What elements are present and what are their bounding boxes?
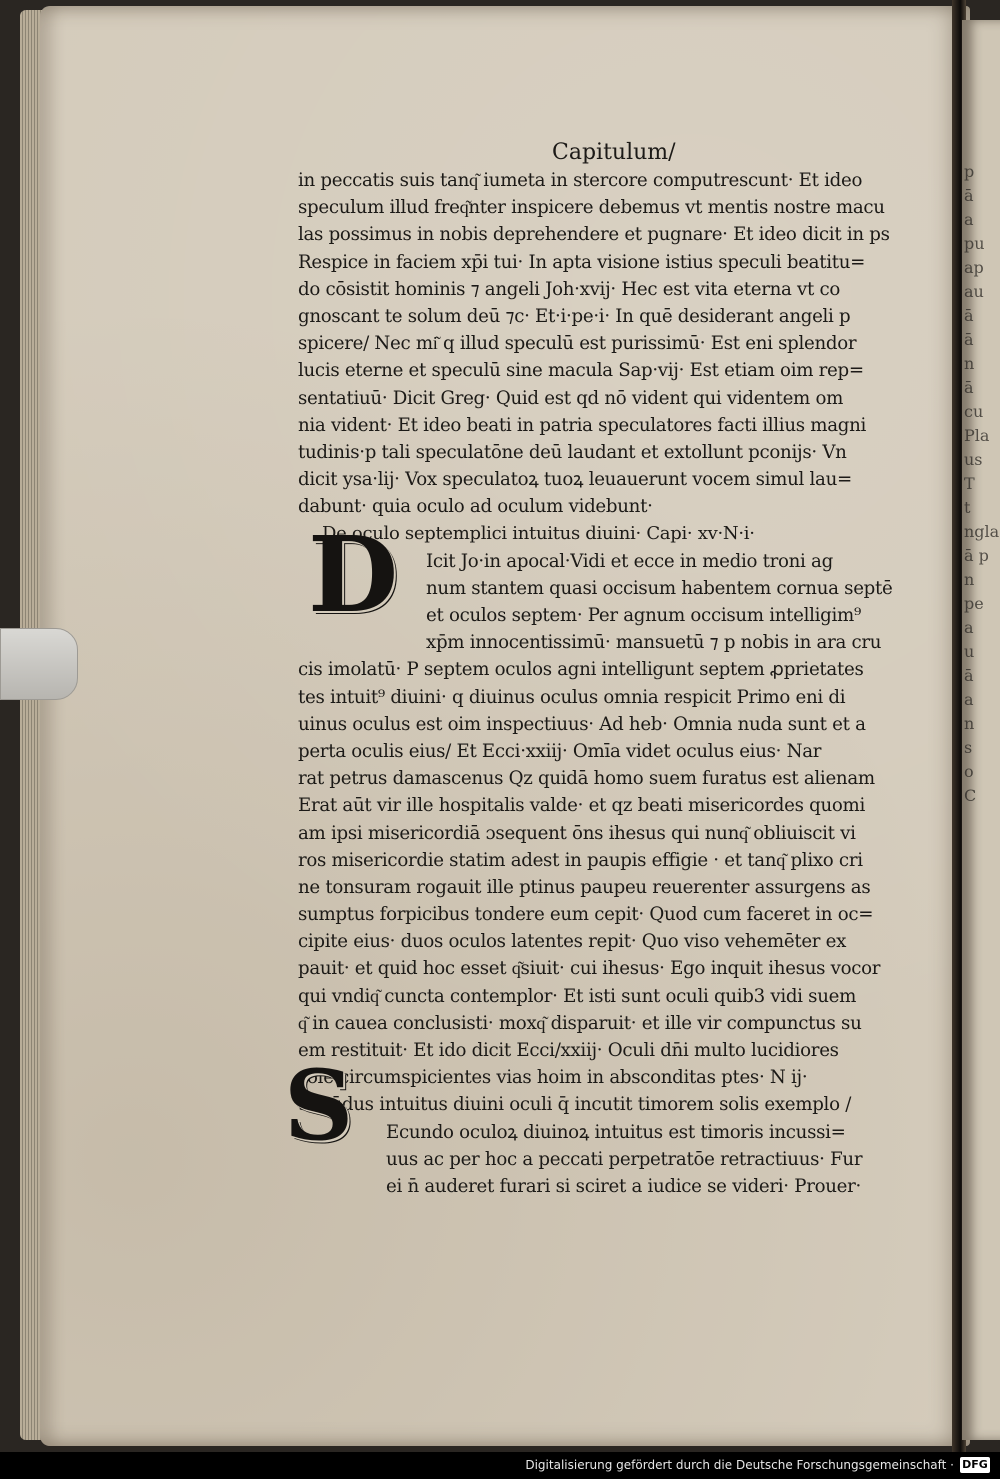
- book-clasp: [0, 628, 78, 700]
- text-line: rat petrus damascenus Qz quidā homo suem furatus est alienam: [298, 768, 875, 790]
- decorated-initial-s: S: [284, 1049, 354, 1162]
- right-page-fragment: T: [964, 474, 975, 493]
- text-line: q͂ in cauea conclusisti· moxq͂ disparuit· et ille vir compunctus su: [298, 1012, 862, 1034]
- right-page-fragment: p: [964, 162, 975, 181]
- right-page-fragment: n: [964, 714, 975, 733]
- text-line: in peccatis suis tanq͂ iumeta in stercore computrescunt· Et ideo: [298, 170, 863, 191]
- right-page-fragment: u: [964, 642, 975, 661]
- text-line: speculum illud freq͂nter inspicere debemus vt mentis nostre macu: [298, 197, 885, 219]
- footer-credit: Digitalisierung gefördert durch die Deutsche Forschungsgemeinschaft ·: [525, 1458, 954, 1472]
- right-page-fragment: n: [964, 354, 975, 373]
- right-page-fragment: n: [964, 570, 975, 589]
- text-line: cipite eius· duos oculos latentes repit· Quo viso vehemēter ex: [298, 931, 847, 953]
- text-line: dicit ysa·lij· Vox speculatoꝝ tuoꝝ leuauerunt vocem simul lau=: [298, 469, 852, 491]
- text-line: gnoscant te solum deū ⁊c· Et·i·pe·i· In quē desiderant angeli p: [298, 305, 851, 327]
- right-page-fragment: ngla: [964, 522, 1000, 541]
- text-line: em restituit· Et ido dicit Ecci/xxiij· Oculi dn̄i multo lucidiores: [298, 1040, 839, 1061]
- text-line: lucis eterne et speculū sine macula Sap·vij· Est etiam oim rep=: [298, 360, 864, 382]
- text-line: Erat aūt vir ille hospitalis valde· et qz beati misericordes quomi: [298, 795, 865, 817]
- right-page-fragment: ā p: [964, 546, 989, 565]
- right-page-fragment: cu: [964, 402, 984, 421]
- text-line: ei n̄ auderet furari si sciret a iudice se videri· Prouer·: [386, 1175, 861, 1197]
- text-line: cis imolatū· P septem oculos agni intelligunt septem ꝓprietates: [298, 659, 864, 681]
- chapter-heading: De oculo septemplici intuitus diuini· Capi· xv·N·i·: [322, 523, 755, 545]
- text-line: Respice in faciem xp̄i tui· In apta visione istius speculi beatitu=: [298, 251, 866, 273]
- right-page-fragment: ā: [964, 666, 974, 685]
- text-line: qui vndiq͂ cuncta contemplor· Et isti sunt oculi quib3 vidi suem: [298, 985, 857, 1007]
- text-line: Icit Jo·in apocal·Vidi et ecce in medio troni ag: [426, 550, 833, 572]
- right-page-fragment: au: [964, 282, 984, 301]
- footer-bar: [0, 1452, 1000, 1479]
- dfg-logo-icon: DFG: [960, 1457, 990, 1473]
- right-page-fragment: us: [964, 450, 983, 469]
- right-page-fragment: o: [964, 762, 974, 781]
- text-line: sentatiuū· Dicit Greg· Quid est qd nō vident qui videntem om: [298, 387, 844, 409]
- right-page-fragment: ā: [964, 330, 974, 349]
- text-line: tudinis·p tali speculatōne deū laudant et extollunt pconijs· Vn: [298, 441, 847, 463]
- section-heading: Secūdus intuitus diuini oculi q̄ incutit timorem solis exemplo /: [298, 1094, 852, 1116]
- text-line: tes intuit⁹ diuini· q diuinus oculus omnia respicit Primo eni di: [298, 686, 846, 708]
- text-line: las possimus in nobis deprehendere et pugnare· Et ideo dicit in ps: [298, 224, 890, 246]
- text-line: perta oculis eius/ Et Ecci·xxiij· Omīa videt oculus eius· Nar: [298, 740, 822, 762]
- text-line: pauit· et quid hoc esset q͂siuit· cui ihesus· Ego inquit ihesus vocor: [298, 958, 881, 980]
- right-page-text: [964, 160, 1000, 1220]
- text-line: ne tonsuram rogauit ille ptinus paupeu reuerenter assurgens as: [298, 876, 871, 898]
- right-page-fragment: a: [964, 690, 974, 709]
- main-text: [298, 167, 916, 1200]
- right-page-fragment: C: [964, 786, 977, 805]
- text-line: ros misericordie statim adest in paupis effigie · et tanq͂ plixo cri: [298, 849, 863, 871]
- right-page-fragment: ā: [964, 306, 974, 325]
- right-page-fragment: a: [964, 210, 974, 229]
- right-page-fragment: ā: [964, 378, 974, 397]
- right-page-fragment: t: [964, 498, 971, 517]
- right-page-fragment: Pla: [964, 426, 990, 445]
- right-page-fragment: s: [964, 738, 973, 757]
- right-page-fragment: ā: [964, 186, 974, 205]
- text-line: xp̄m innocentissimū· mansuetū ⁊ p nobis in ara cru: [426, 632, 882, 654]
- right-page-fragment: pe: [964, 594, 984, 613]
- text-line: do cōsistit hominis ⁊ angeli Joh·xvij· Hec est vita eterna vt co: [298, 278, 841, 300]
- page-header: Capitulum/: [552, 140, 676, 165]
- text-line: et oculos septem· Per agnum occisum intelligim⁹: [426, 605, 861, 626]
- text-line: uinus oculus est oim inspectiuus· Ad heb· Omnia nuda sunt et a: [298, 713, 866, 735]
- right-page-fragment: ap: [964, 258, 984, 277]
- text-line: sole circumspicientes vias hoim in absconditas ptes· N ij·: [298, 1067, 808, 1089]
- text-line: am ipsi misericordiā ɔsequent ōns ihesus qui nunq͂ obliuiscit vi: [298, 822, 856, 844]
- text-line: nia vident· Et ideo beati in patria speculatores facti illius magni: [298, 414, 867, 436]
- right-page-fragment: a: [964, 618, 974, 637]
- text-line: Ecundo oculoꝝ diuinoꝝ intuitus est timoris incussi=: [386, 1121, 846, 1143]
- text-line: spicere/ Nec mi͂ q illud speculū est purissimū· Est eni splendor: [298, 333, 857, 355]
- text-line: dabunt· quia oculo ad oculum videbunt·: [298, 496, 653, 518]
- right-page-fragment: pu: [964, 234, 985, 253]
- text-line: num stantem quasi occisum habentem cornua septē: [426, 577, 893, 599]
- decorated-initial-d: D: [308, 513, 399, 636]
- text-line: sumptus forpicibus tondere eum cepit· Quod cum faceret in oc=: [298, 904, 874, 926]
- text-line: uus ac per hoc a peccati perpetratōe retractiuus· Fur: [386, 1148, 863, 1170]
